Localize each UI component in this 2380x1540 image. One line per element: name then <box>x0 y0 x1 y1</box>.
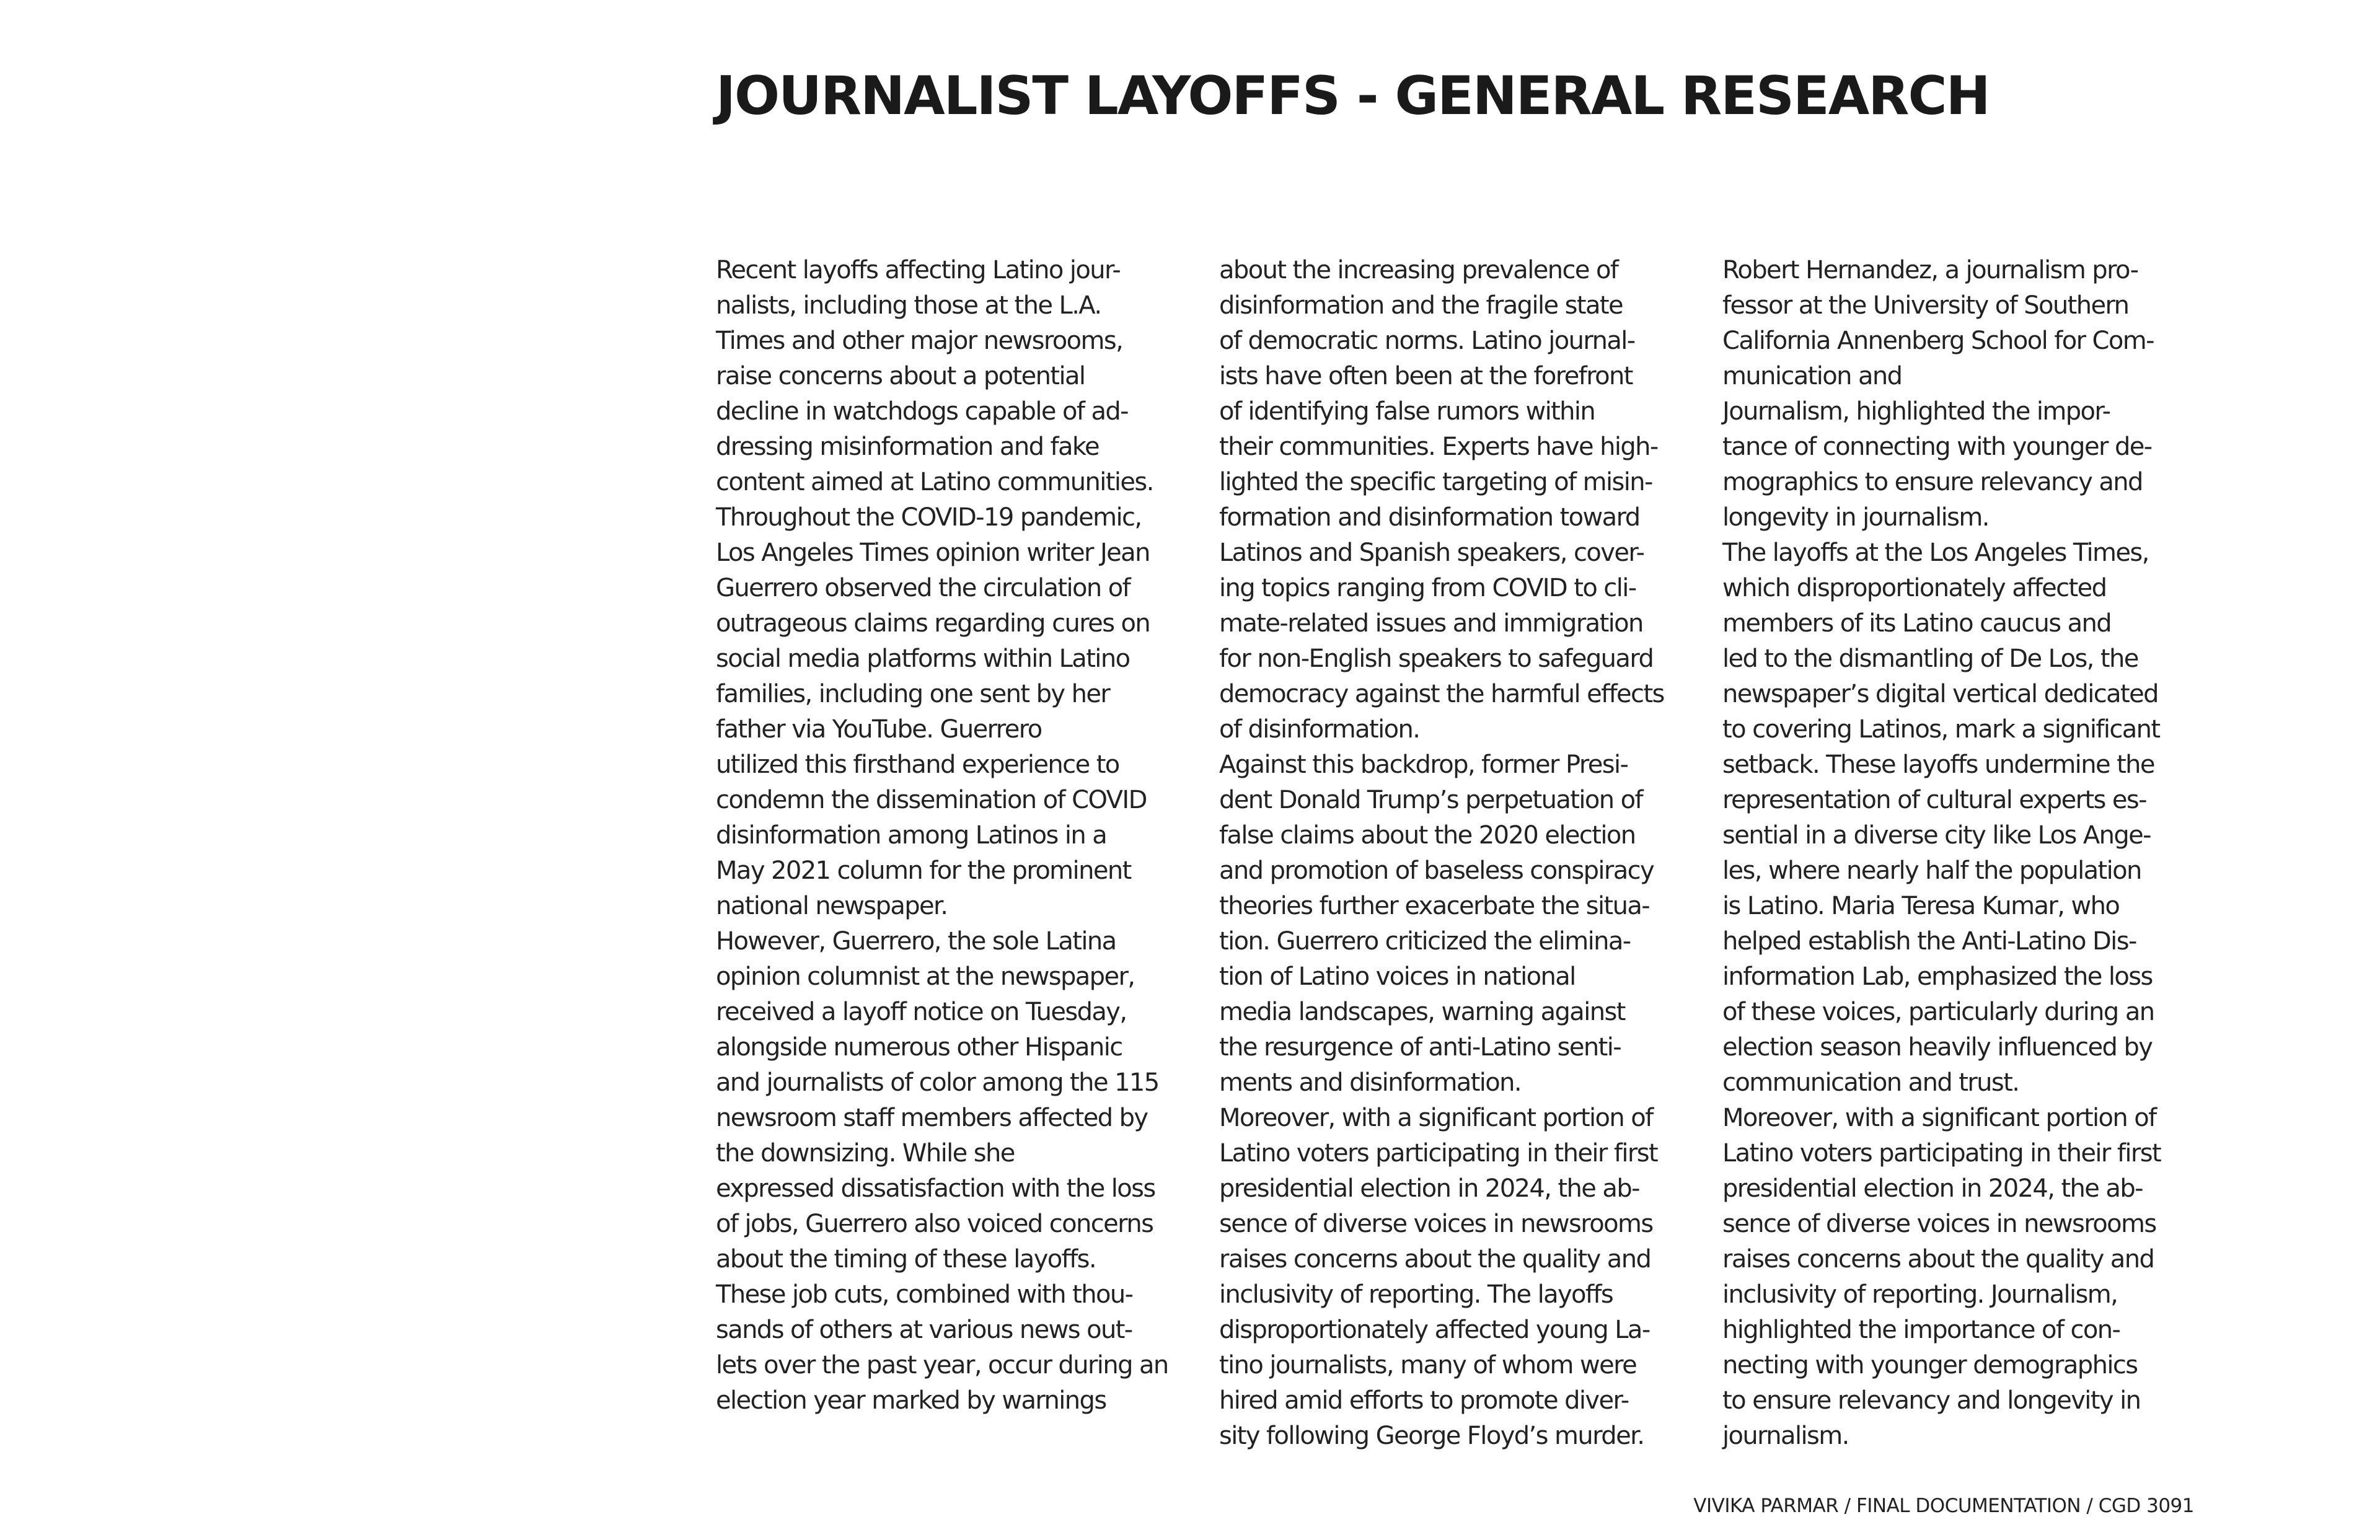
body-text-line: which disproportionately affected <box>1722 574 2107 602</box>
body-text-line: May 2021 column for the prominent <box>716 856 1131 885</box>
body-text-line: members of its Latino caucus and <box>1722 609 2112 638</box>
body-text-line: received a layoff notice on Tuesday, <box>716 998 1127 1026</box>
body-text-line: raise concerns about a potential <box>716 362 1085 390</box>
body-text-line: These job cuts, combined with thou- <box>716 1280 1133 1309</box>
body-text-line: Los Angeles Times opinion writer Jean <box>716 539 1150 567</box>
body-text-line: presidential election in 2024, the ab- <box>1219 1174 1639 1203</box>
body-text-line: outrageous claims regarding cures on <box>716 609 1150 638</box>
body-text-line: presidential election in 2024, the ab- <box>1722 1174 2143 1203</box>
body-text-line: tion of Latino voices in national <box>1219 962 1576 991</box>
body-text-line: sence of diverse voices in newsrooms <box>1722 1210 2156 1238</box>
body-text-line: necting with younger demographics <box>1722 1351 2138 1379</box>
text-column-2 <box>1219 253 1703 1454</box>
body-text-line: is Latino. Maria Teresa Kumar, who <box>1722 892 2120 920</box>
body-text-line: of democratic norms. Latino journal- <box>1219 327 1635 355</box>
body-text-line: the downsizing. While she <box>716 1139 1015 1168</box>
body-text-line: hired amid efforts to promote diver- <box>1219 1386 1629 1415</box>
body-text-line: inclusivity of reporting. The layoffs <box>1219 1280 1613 1309</box>
body-text-line: opinion columnist at the newspaper, <box>716 962 1135 991</box>
body-text-line: mographics to ensure relevancy and <box>1722 468 2143 496</box>
body-text-line: California Annenberg School for Com- <box>1722 327 2154 355</box>
body-text-line: longevity in journalism. <box>1722 503 1989 532</box>
body-text-line: led to the dismantling of De Los, the <box>1722 645 2138 673</box>
body-text-line: inclusivity of reporting. Journalism, <box>1722 1280 2118 1309</box>
body-text-line: munication and <box>1722 362 1902 390</box>
body-text-line: sential in a diverse city like Los Ange- <box>1722 821 2151 850</box>
body-text-line: Times and other major newsrooms, <box>716 327 1123 355</box>
body-text-line: their communities. Experts have high- <box>1219 433 1658 461</box>
body-text-line: highlighted the importance of con- <box>1722 1316 2120 1344</box>
body-text-line: of jobs, Guerrero also voiced concerns <box>716 1210 1153 1238</box>
body-text-line: ists have often been at the forefront <box>1219 362 1633 390</box>
body-text-line: fessor at the University of Southern <box>1722 291 2129 320</box>
page-title: JOURNALIST LAYOFFS - GENERAL RESEARCH <box>716 65 1990 127</box>
text-column-3 <box>1722 253 2206 1454</box>
body-text-line: to ensure relevancy and longevity in <box>1722 1386 2141 1415</box>
body-text-line: Throughout the COVID-19 pandemic, <box>716 503 1142 532</box>
body-text-line: lets over the past year, occur during an <box>716 1351 1168 1379</box>
body-text-line: about the timing of these layoffs. <box>716 1245 1096 1274</box>
body-text-line: democracy against the harmful effects <box>1219 680 1664 708</box>
body-text-line: information Lab, emphasized the loss <box>1722 962 2153 991</box>
body-text-line: journalism. <box>1722 1422 1849 1450</box>
body-text-line: election year marked by warnings <box>716 1386 1106 1415</box>
body-text-line: Guerrero observed the circulation of <box>716 574 1130 602</box>
body-text-line: dressing misinformation and fake <box>716 433 1100 461</box>
body-text-line: Moreover, with a significant portion of <box>1219 1104 1653 1132</box>
body-text-line: disinformation among Latinos in a <box>716 821 1107 850</box>
body-text-line: father via YouTube. Guerrero <box>716 715 1042 744</box>
body-text-line: decline in watchdogs capable of ad- <box>716 397 1128 426</box>
body-text-line: social media platforms within Latino <box>716 645 1130 673</box>
body-text-line: and journalists of color among the 115 <box>716 1068 1159 1097</box>
body-text-line: nalists, including those at the L.A. <box>716 291 1101 320</box>
body-text-line: false claims about the 2020 election <box>1219 821 1636 850</box>
body-text-line: newsroom staff members affected by <box>716 1104 1148 1132</box>
body-text-line: tion. Guerrero criticized the elimina- <box>1219 927 1631 956</box>
body-text-line: Against this backdrop, former Presi- <box>1219 750 1628 779</box>
body-text-line: raises concerns about the quality and <box>1722 1245 2154 1274</box>
body-text-line: about the increasing prevalence of <box>1219 256 1618 284</box>
body-text-line: condemn the dissemination of COVID <box>716 786 1147 814</box>
body-text-line: Latino voters participating in their first <box>1722 1139 2161 1168</box>
page-footer: VIVIKA PARMAR / FINAL DOCUMENTATION / CGD 3091 <box>1693 1495 2194 1517</box>
body-text-line: of identifying false rumors within <box>1219 397 1595 426</box>
body-text-line: national newspaper. <box>716 892 948 920</box>
body-text-line: disinformation and the fragile state <box>1219 291 1623 320</box>
body-text-line: The layoffs at the Los Angeles Times, <box>1722 539 2149 567</box>
body-text-line: setback. These layoffs undermine the <box>1722 750 2154 779</box>
body-text-line: newspaper’s digital vertical dedicated <box>1722 680 2158 708</box>
body-text-line: Journalism, highlighted the impor- <box>1722 397 2110 426</box>
body-text-line: ing topics ranging from COVID to cli- <box>1219 574 1636 602</box>
body-text-line: sity following George Floyd’s murder. <box>1219 1422 1644 1450</box>
body-text-line: theories further exacerbate the situa- <box>1219 892 1650 920</box>
body-text-line: and promotion of baseless conspiracy <box>1219 856 1654 885</box>
text-column-1 <box>716 253 1199 1419</box>
body-text-line: sands of others at various news out- <box>716 1316 1132 1344</box>
body-text-line: Moreover, with a significant portion of <box>1722 1104 2156 1132</box>
body-text-line: formation and disinformation toward <box>1219 503 1640 532</box>
body-text-line: election season heavily influenced by <box>1722 1033 2153 1062</box>
body-text-line: disproportionately affected young La- <box>1219 1316 1650 1344</box>
body-text-line: to covering Latinos, mark a significant <box>1722 715 2160 744</box>
body-text-line: alongside numerous other Hispanic <box>716 1033 1122 1062</box>
body-text-line: media landscapes, warning against <box>1219 998 1625 1026</box>
body-text-line: utilized this firsthand experience to <box>716 750 1119 779</box>
body-text-line: Recent layoffs affecting Latino jour- <box>716 256 1121 284</box>
body-text-line: of disinformation. <box>1219 715 1420 744</box>
body-text-line: Latino voters participating in their first <box>1219 1139 1658 1168</box>
body-text-line: of these voices, particularly during an <box>1722 998 2154 1026</box>
body-text-line: sence of diverse voices in newsrooms <box>1219 1210 1653 1238</box>
body-text-line: raises concerns about the quality and <box>1219 1245 1651 1274</box>
body-text-line: les, where nearly half the population <box>1722 856 2141 885</box>
body-text-line: mate-related issues and immigration <box>1219 609 1643 638</box>
body-text-line: However, Guerrero, the sole Latina <box>716 927 1116 956</box>
body-text-line: Robert Hernandez, a journalism pro- <box>1722 256 2138 284</box>
body-text-line: expressed dissatisfaction with the loss <box>716 1174 1155 1203</box>
body-text-line: helped establish the Anti-Latino Dis- <box>1722 927 2136 956</box>
body-text-line: communication and trust. <box>1722 1068 2019 1097</box>
body-text-line: families, including one sent by her <box>716 680 1110 708</box>
body-text-line: representation of cultural experts es- <box>1722 786 2146 814</box>
body-text-line: Latinos and Spanish speakers, cover- <box>1219 539 1644 567</box>
body-text-line: the resurgence of anti-Latino senti- <box>1219 1033 1621 1062</box>
body-text-line: content aimed at Latino communities. <box>716 468 1153 496</box>
body-text-line: dent Donald Trump’s perpetuation of <box>1219 786 1642 814</box>
body-text-line: ments and disinformation. <box>1219 1068 1522 1097</box>
body-text-line: for non-English speakers to safeguard <box>1219 645 1654 673</box>
body-text-line: tance of connecting with younger de- <box>1722 433 2152 461</box>
body-text-line: tino journalists, many of whom were <box>1219 1351 1637 1379</box>
body-text-line: lighted the specific targeting of misin- <box>1219 468 1652 496</box>
